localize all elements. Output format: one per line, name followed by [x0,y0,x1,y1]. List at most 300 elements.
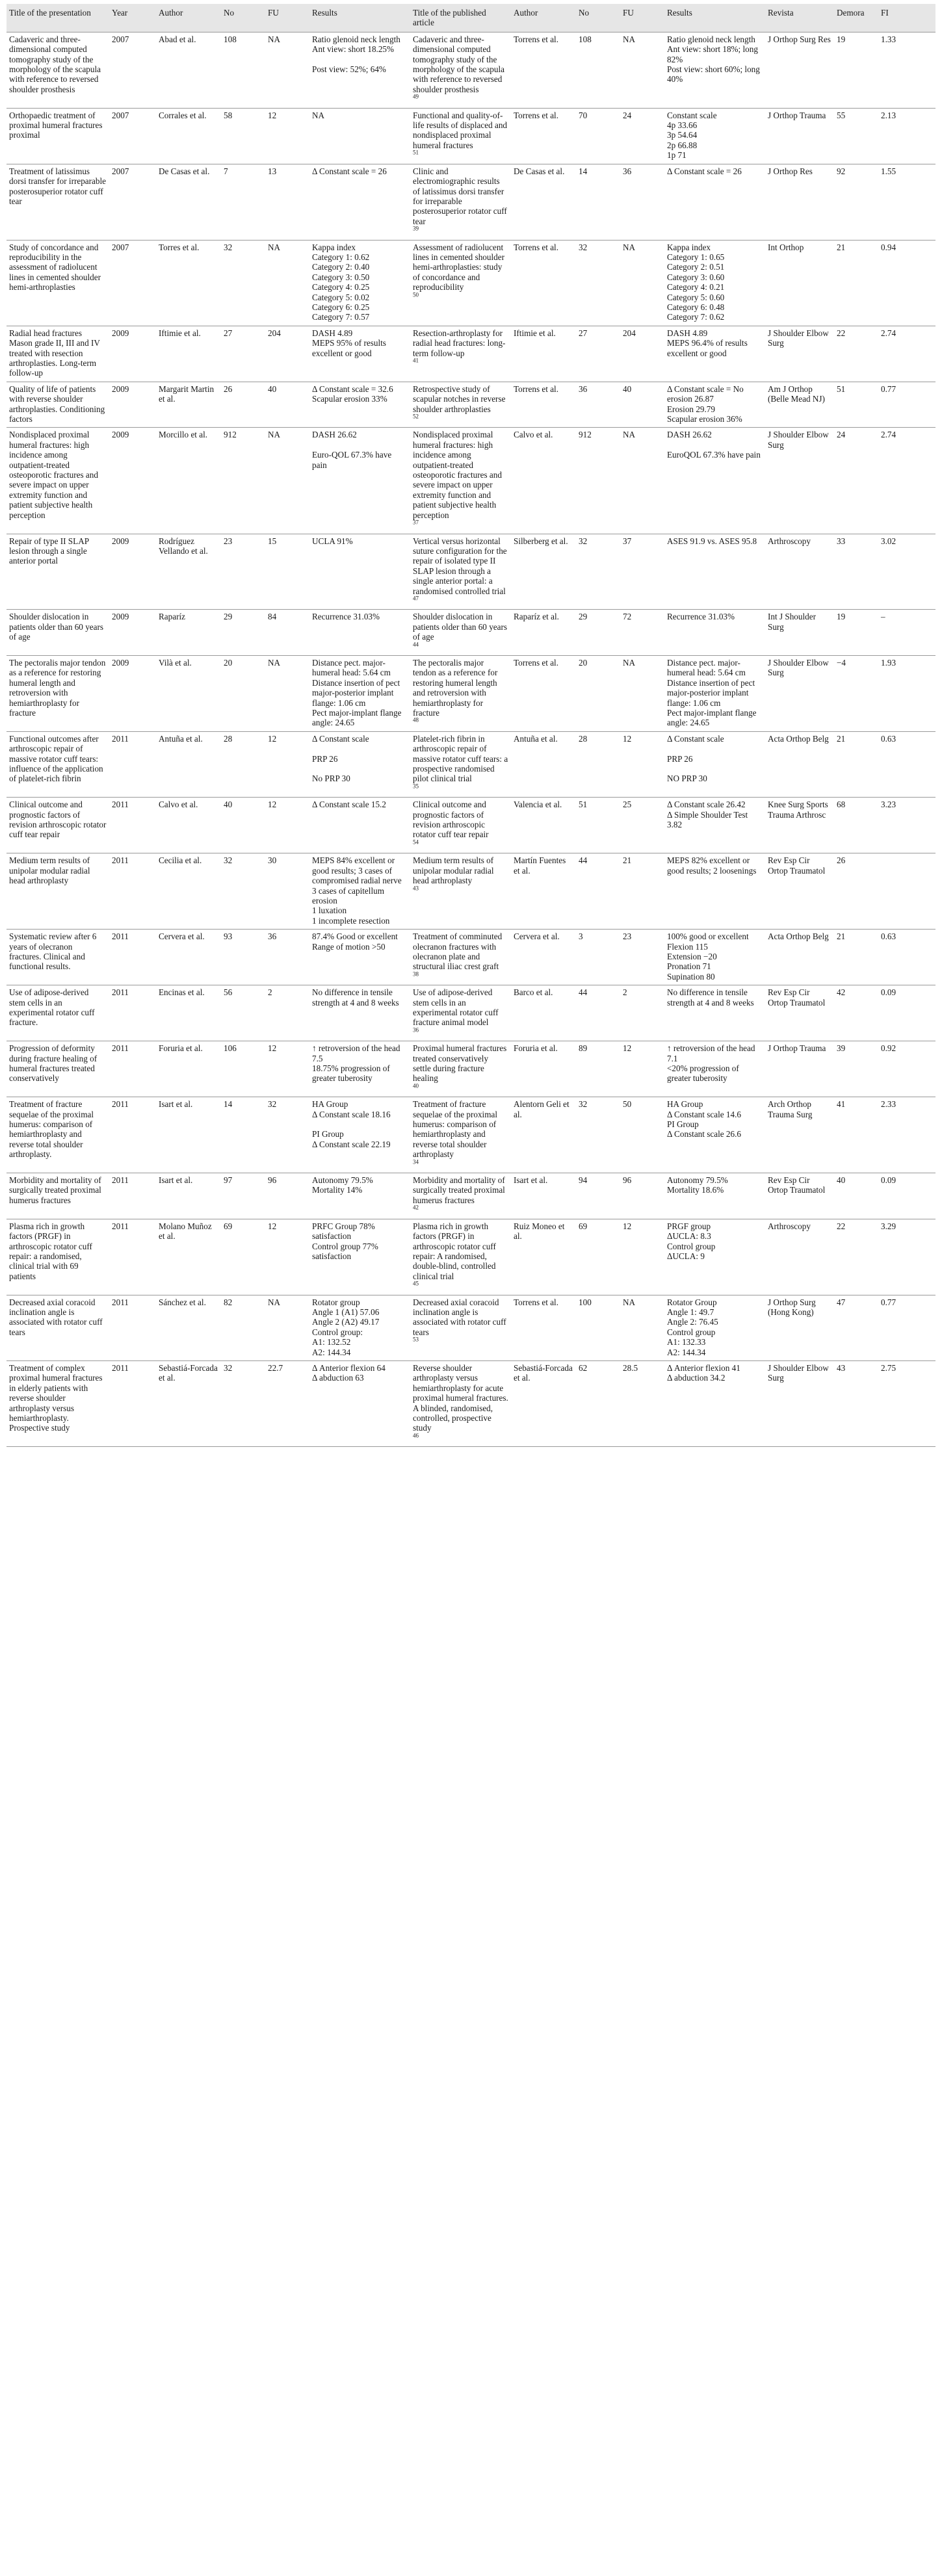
published-title-cell [410,1173,511,1219]
published-title-cell [410,1295,511,1360]
published-results-cell [664,1219,765,1295]
cell-text: Study of concordance and reproducibility in the assessment of radiolucent lines in cemented shoulder hemi-arthroplasties [9,242,101,293]
impact-factor-cell [878,240,935,326]
published-fu-cell [620,930,664,985]
year-cell [109,326,156,382]
cell-text: PRFC Group 78% satisfaction Control group 77% satisfaction [312,1221,378,1261]
presentation-title-cell [7,108,109,164]
cell-text: Iftimie et al. [159,328,201,338]
cell-text: 2007 [112,242,129,252]
published-title-cell [410,853,511,930]
cell-text: MEPS 82% excellent or good results; 2 loosenings [667,855,757,876]
no-cell [221,428,265,534]
cell-text: Decreased axial coracoid inclination angle is associated with rotator cuff tears [413,1297,506,1337]
published-fu-cell [620,108,664,164]
table-row [7,798,935,853]
delay-cell [834,731,878,797]
cell-text: 43 [837,1362,846,1373]
table-row [7,164,935,240]
impact-factor-cell [878,853,935,930]
cell-text: 2011 [112,1221,129,1231]
year-cell [109,108,156,164]
cell-text: 12 [268,1043,277,1054]
cell-text: 2009 [112,384,129,394]
journal-cell [765,731,834,797]
published-results-cell [664,731,765,797]
cell-text: Silberberg et al. [514,536,568,546]
cell-text: ↑ retroversion of the head 7.5 18.75% progression of greater tuberosity [312,1043,400,1084]
reference-number: 51 [413,149,419,156]
published-author-cell [511,1097,576,1173]
reference-number: 46 [413,1432,419,1439]
author-cell [156,1295,221,1360]
cell-text: 28.5 [623,1362,638,1373]
cell-text: Arthroscopy [768,536,811,546]
cell-text: Arthroscopy [768,1221,811,1231]
cell-text: Progression of deformity during fracture healing of humeral fractures treated conservatively [9,1043,98,1084]
fu-cell [265,798,309,853]
cell-text: 0.94 [881,242,896,252]
cell-text: 32 [224,1362,233,1373]
no-cell [221,930,265,985]
cell-text: Vertical versus horizontal suture configuration for the repair of isolated type II SLAP lesion through a single anterior portal: a randomised controlled trial [413,536,507,596]
column-header: Author [514,8,538,18]
published-no-cell [576,985,620,1041]
cell-text: 204 [623,328,636,338]
cell-text: 12 [268,800,277,810]
fu-cell [265,1219,309,1295]
results-cell [309,1173,410,1219]
published-no-cell [576,534,620,610]
fu-cell [265,930,309,985]
cell-text: Systematic review after 6 years of olecranon fractures. Clinical and functional results. [9,931,97,972]
published-title-cell [410,382,511,428]
table-body [7,32,935,1446]
cell-text: Cervera et al. [514,931,560,942]
cell-text: 40 [837,1175,846,1186]
cell-text: 36 [579,384,588,394]
cell-text: 58 [224,110,233,120]
reference-number: 45 [413,1280,419,1287]
presentation-title-cell [7,930,109,985]
cell-text: 93 [224,931,233,942]
cell-text: 30 [268,855,277,866]
fu-cell [265,1360,309,1446]
cell-text: 32 [224,242,233,252]
cell-text: Ruiz Moneo et al. [514,1221,565,1242]
no-cell [221,240,265,326]
cell-text: 2009 [112,328,129,338]
cell-text: Use of adipose-derived stem cells in an experimental rotator cuff fracture. [9,987,95,1028]
delay-cell [834,534,878,610]
presentation-title-cell [7,164,109,240]
results-cell [309,428,410,534]
no-cell [221,534,265,610]
no-cell [221,1295,265,1360]
year-cell [109,428,156,534]
cell-text: 2009 [112,430,129,440]
fu-cell [265,853,309,930]
cell-text: 24 [837,430,846,440]
cell-text: 2 [623,987,627,998]
delay-cell [834,1097,878,1173]
author-cell [156,655,221,731]
cell-text: PRGF group ΔUCLA: 8.3 Control group ΔUCLA: 9 [667,1221,716,1261]
cell-text: Treatment of latissimus dorsi transfer for irreparable posterosuperior rotator cuff tear [9,166,107,206]
results-comparison-table [7,4,935,1447]
results-cell [309,32,410,108]
cell-text: 32 [224,855,233,866]
published-fu-cell [620,985,664,1041]
cell-text: 912 [224,430,237,440]
published-title-cell [410,32,511,108]
table-row [7,1041,935,1097]
journal-cell [765,1097,834,1173]
year-cell [109,164,156,240]
fu-cell [265,1097,309,1173]
delay-cell [834,32,878,108]
journal-cell [765,798,834,853]
impact-factor-cell [878,1097,935,1173]
published-results-cell [664,108,765,164]
journal-cell [765,610,834,656]
cell-text: Iftimie et al. [514,328,556,338]
cell-text: 51 [837,384,846,394]
cell-text: Am J Orthop (Belle Mead NJ) [768,384,825,404]
cell-text: 44 [579,987,588,998]
no-cell [221,798,265,853]
published-results-cell [664,428,765,534]
cell-text: Valencia et al. [514,800,562,810]
reference-number: 49 [413,93,419,100]
table-row [7,32,935,108]
column-header: Title of the published article [413,8,486,28]
cell-text: Functional and quality-of-life results of displaced and nondisplaced proximal humeral fractures [413,110,508,150]
published-author-cell [511,1041,576,1097]
fu-cell [265,534,309,610]
cell-text: Clinical outcome and prognostic factors of revision arthroscopic rotator cuff tear repair [9,800,107,840]
published-fu-cell [620,1295,664,1360]
cell-text: Cadaveric and three-dimensional computed tomography study of the morphology of the scapula with reference to reversed shoulder prosthesis [9,34,101,94]
cell-text: NA [268,34,281,44]
cell-text: Δ Constant scale PRP 26 NO PRP 30 [667,733,724,784]
published-results-cell [664,798,765,853]
reference-number: 38 [413,970,419,978]
cell-text: 2011 [112,931,129,942]
published-results-cell [664,382,765,428]
cell-text: 1.33 [881,34,896,44]
results-cell [309,853,410,930]
published-author-cell [511,326,576,382]
cell-text: 39 [837,1043,846,1054]
published-author-cell [511,428,576,534]
cell-text: Δ Anterior flexion 41 Δ abduction 34.2 [667,1362,740,1383]
cell-text: Decreased axial coracoid inclination angle is associated with rotator cuff tears [9,1297,103,1337]
results-cell [309,534,410,610]
cell-text: Margarit Martin et al. [159,384,215,404]
cell-text: 2007 [112,110,129,120]
published-results-cell [664,1041,765,1097]
impact-factor-cell [878,1173,935,1219]
delay-cell [834,326,878,382]
table-row [7,326,935,382]
presentation-title-cell [7,428,109,534]
cell-text: 40 [268,384,277,394]
cell-text: 96 [268,1175,277,1186]
cell-text: 14 [579,166,588,176]
cell-text: 21 [623,855,632,866]
published-title-cell [410,1219,511,1295]
reference-number: 37 [413,519,419,526]
published-fu-cell [620,1219,664,1295]
cell-text: 2011 [112,800,129,810]
author-cell [156,1219,221,1295]
cell-text: Plasma rich in growth factors (PRGF) in arthroscopic rotator cuff repair: a randomised, clinical trial with 69 patients [9,1221,92,1281]
cell-text: Torrens et al. [514,242,559,252]
published-fu-cell [620,428,664,534]
delay-cell [834,164,878,240]
results-cell [309,610,410,656]
cell-text: 21 [837,931,846,942]
published-fu-cell [620,1360,664,1446]
cell-text: 2011 [112,1362,129,1373]
cell-text: Rev Esp Cir Ortop Traumatol [768,1175,826,1195]
no-cell [221,610,265,656]
column-header: Revista [768,8,794,18]
cell-text: Quality of life of patients with reverse shoulder arthroplasties. Conditioning factors [9,384,105,424]
cell-text: No difference in tensile strength at 4 and 8 weeks [667,987,754,1008]
journal-cell [765,1173,834,1219]
cell-text: Distance pect. major-humeral head: 5.64 cm Distance insertion of pect major-posterior implant flange: 1.06 cm Pect major-implant flange angle: 24.65 [667,657,757,728]
cell-text: UCLA 91% [312,536,353,546]
cell-text: Clinical outcome and prognostic factors of revision arthroscopic rotator cuff tear repair [413,800,489,840]
cell-text: 70 [579,110,588,120]
published-title-cell [410,655,511,731]
cell-text: 62 [579,1362,588,1373]
cell-text: 87.4% Good or excellent Range of motion >50 [312,931,398,952]
cell-text: Kappa index Category 1: 0.62 Category 2: 0.40 Category 3: 0.50 Category 4: 0.25 Category 5: 0.02 Category 6: 0.25 Category 7: 0.57 [312,242,370,322]
year-cell [109,853,156,930]
no-cell [221,326,265,382]
table-row [7,853,935,930]
cell-text: De Casas et al. [514,166,565,176]
cell-text: DASH 4.89 MEPS 96.4% of results excellent or good [667,328,748,358]
cell-text: DASH 4.89 MEPS 95% of results excellent or good [312,328,386,358]
journal-cell [765,1360,834,1446]
published-fu-cell [620,1041,664,1097]
cell-text: 13 [268,166,277,176]
cell-text: Distance pect. major-humeral head: 5.64 cm Distance insertion of pect major-posterior implant flange: 1.06 cm Pect major-implant flange angle: 24.65 [312,657,402,728]
no-cell [221,853,265,930]
cell-text: Δ Constant scale = No erosion 26.87 Erosion 29.79 Scapular erosion 36% [667,384,744,424]
published-title-cell [410,798,511,853]
cell-text: 84 [268,612,277,622]
cell-text: 2011 [112,1043,129,1054]
cell-text: 2009 [112,612,129,622]
fu-cell [265,1173,309,1219]
impact-factor-cell [878,610,935,656]
cell-text: Cecilia et al. [159,855,202,866]
cell-text: 22 [837,1221,846,1231]
results-cell [309,240,410,326]
reference-number: 50 [413,291,419,298]
cell-text: 69 [224,1221,233,1231]
cell-text: 32 [579,242,588,252]
cell-text: 33 [837,536,846,546]
cell-text: 12 [268,733,277,744]
cell-text: 0.09 [881,1175,896,1186]
author-cell [156,326,221,382]
author-cell [156,240,221,326]
published-title-cell [410,164,511,240]
published-results-cell [664,1295,765,1360]
journal-cell [765,1295,834,1360]
journal-cell [765,930,834,985]
cell-text: 0.63 [881,733,896,744]
cell-text: 19 [837,612,846,622]
published-results-cell [664,534,765,610]
published-results-cell [664,1360,765,1446]
cell-text: Calvo et al. [159,800,198,810]
delay-cell [834,655,878,731]
impact-factor-cell [878,32,935,108]
cell-text: 21 [837,242,846,252]
published-author-cell [511,655,576,731]
delay-cell [834,1295,878,1360]
published-title-cell [410,1097,511,1173]
cell-text: 2.75 [881,1362,896,1373]
author-cell [156,1173,221,1219]
cell-text: Δ Constant scale = 26 [312,166,387,176]
published-author-cell [511,1295,576,1360]
cell-text: Cervera et al. [159,931,205,942]
journal-cell [765,655,834,731]
year-cell [109,240,156,326]
cell-text: Torrens et al. [514,110,559,120]
cell-text: 2011 [112,1297,129,1307]
cell-text: The pectoralis major tendon as a reference for restoring humeral length and retroversion with hemiarthroplasty for fracture [9,657,106,718]
table-row [7,610,935,656]
fu-cell [265,240,309,326]
published-results-cell [664,655,765,731]
fu-cell [265,164,309,240]
results-cell [309,930,410,985]
cell-text: 22 [837,328,846,338]
cell-text: Arch Orthop Trauma Surg [768,1099,813,1119]
published-results-cell [664,930,765,985]
cell-text: Antuña et al. [159,733,203,744]
author-cell [156,164,221,240]
cell-text: Plasma rich in growth factors (PRGF) in arthroscopic rotator cuff repair: A randomised, double-blind, controlled clinical trial [413,1221,496,1281]
table-row [7,731,935,797]
author-cell [156,428,221,534]
cell-text: Rev Esp Cir Ortop Traumatol [768,987,826,1008]
cell-text: 2.13 [881,110,896,120]
cell-text: Alentorn Geli et al. [514,1099,569,1119]
published-no-cell [576,930,620,985]
published-author-cell [511,610,576,656]
cell-text: 3 [579,931,583,942]
fu-cell [265,382,309,428]
published-title-cell [410,534,511,610]
cell-text: 108 [579,34,592,44]
cell-text: NA [623,242,636,252]
cell-text: 108 [224,34,237,44]
cell-text: Raparíz et al. [514,612,559,622]
cell-text: – [881,612,885,622]
presentation-title-cell [7,534,109,610]
cell-text: Assessment of radiolucent lines in cemented shoulder hemi-arthroplasties: study of concordance and reproducibility [413,242,504,293]
cell-text: Δ Constant scale = 32.6 Scapular erosion 33% [312,384,393,404]
reference-number: 34 [413,1158,419,1165]
reference-number: 35 [413,783,419,790]
published-no-cell [576,1360,620,1446]
year-cell [109,1219,156,1295]
cell-text: Autonomy 79.5% Mortality 14% [312,1175,373,1195]
cell-text: 912 [579,430,592,440]
published-author-cell [511,853,576,930]
fu-cell [265,428,309,534]
published-results-cell [664,610,765,656]
cell-text: 1.55 [881,166,896,176]
cell-text: 106 [224,1043,237,1054]
cell-text: Medium term results of unipolar modular radial head arthroplasty [413,855,494,886]
no-cell [221,164,265,240]
cell-text: Orthopaedic treatment of proximal humeral fractures proximal [9,110,103,140]
cell-text: J Orthop Surg (Hong Kong) [768,1297,816,1317]
published-results-cell [664,240,765,326]
table-row [7,1219,935,1295]
cell-text: Torrens et al. [514,1297,559,1307]
published-no-cell [576,1041,620,1097]
column-header: Results [667,8,692,18]
cell-text: Reverse shoulder arthroplasty versus hemiarthroplasty for acute proximal humeral fractures. A blinded, randomised, controlled, prospective study [413,1362,508,1433]
cell-text: NA [623,34,636,44]
impact-factor-cell [878,930,935,985]
year-cell [109,1097,156,1173]
cell-text: 42 [837,987,846,998]
cell-text: ASES 91.9 vs. ASES 95.8 [667,536,757,546]
cell-text: 36 [623,166,632,176]
cell-text: Sebastiá-Forcada et al. [159,1362,218,1383]
year-cell [109,1295,156,1360]
cell-text: NA [312,110,325,120]
year-cell [109,985,156,1041]
no-cell [221,108,265,164]
cell-text: J Orthop Trauma [768,110,826,120]
cell-text: Platelet-rich fibrin in arthroscopic repair of massive rotator cuff tears: a prospective randomised pilot clinical trial [413,733,508,784]
cell-text: 12 [623,1221,632,1231]
cell-text: No difference in tensile strength at 4 and 8 weeks [312,987,399,1008]
cell-text: Nondisplaced proximal humeral fractures: high incidence among outpatient-treated osteoporotic fractures and severe impact on upper extremity function and patient subjective health perception [9,430,98,520]
year-cell [109,32,156,108]
no-cell [221,1173,265,1219]
year-cell [109,1173,156,1219]
impact-factor-cell [878,731,935,797]
cell-text: 2011 [112,1175,129,1186]
table-row [7,534,935,610]
cell-text: Treatment of fracture sequelae of the proximal humerus: comparison of hemiarthroplasty and reverse total shoulder arthroplasty [413,1099,497,1160]
published-fu-cell [620,853,664,930]
cell-text: 0.09 [881,987,896,998]
delay-cell [834,610,878,656]
results-cell [309,1219,410,1295]
results-cell [309,1097,410,1173]
cell-text: Nondisplaced proximal humeral fractures: high incidence among outpatient-treated osteoporotic fractures and severe impact on upper extremity function and patient subjective health perception [413,430,502,520]
journal-cell [765,428,834,534]
column-header: FU [623,8,634,18]
fu-cell [265,108,309,164]
